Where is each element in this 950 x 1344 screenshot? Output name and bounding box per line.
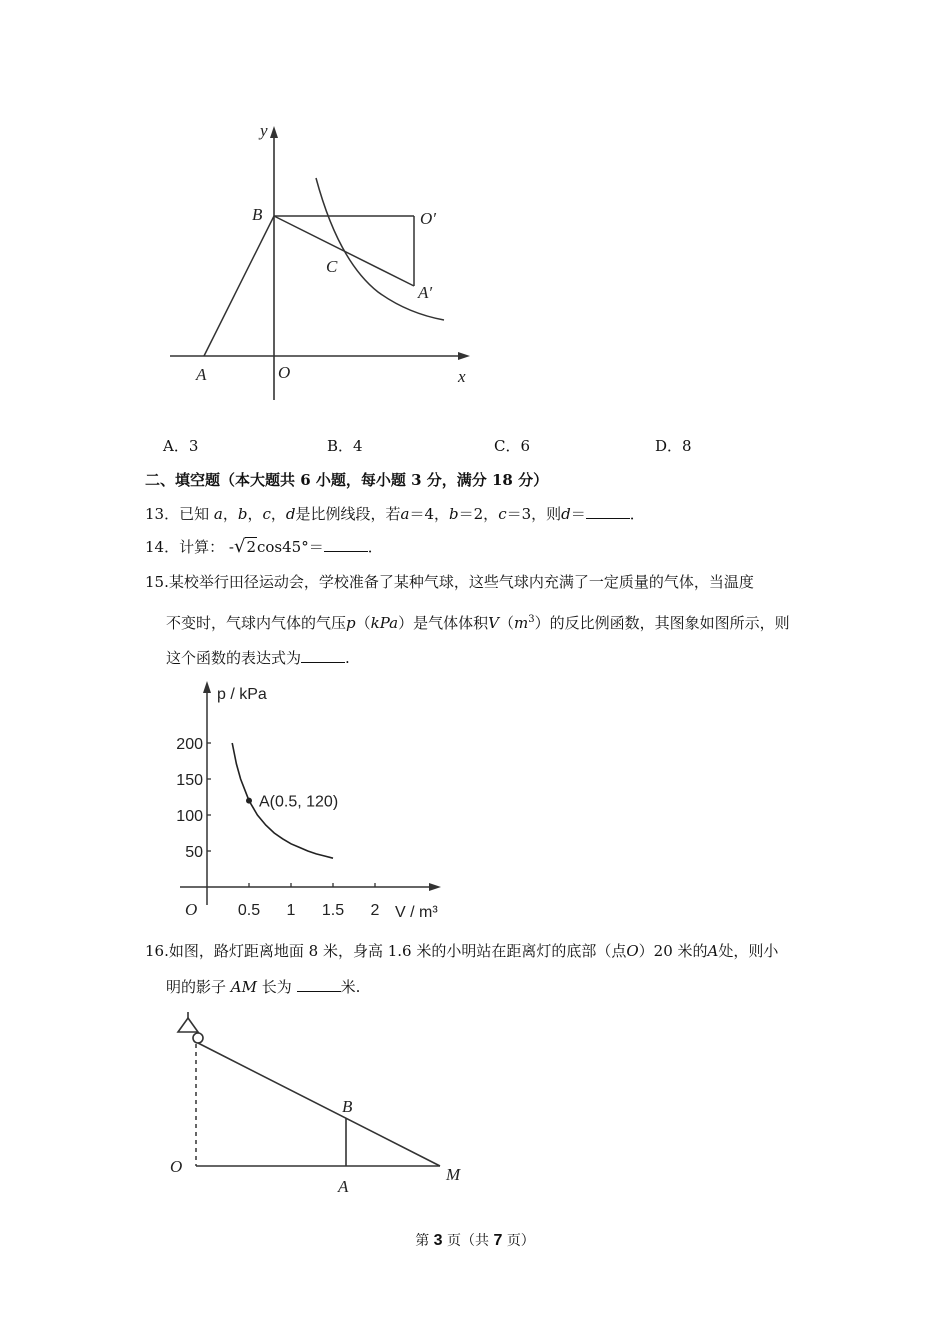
sqrt-expression bbox=[234, 537, 257, 557]
x-tick-label: 1.5 bbox=[321, 902, 345, 919]
page-footer bbox=[0, 1230, 950, 1250]
option-letter: B． bbox=[327, 437, 354, 455]
footer-mid: 页（共 bbox=[447, 1233, 489, 1249]
figure-q16 bbox=[160, 1010, 490, 1200]
q15-end: . bbox=[345, 649, 350, 667]
q15-text: 不变时，气球内气体的气压 bbox=[166, 614, 347, 632]
y-axis-arrow bbox=[270, 126, 278, 138]
x-tick-label: 0.5 bbox=[237, 902, 261, 919]
label-A: A bbox=[196, 365, 207, 384]
var-a: a bbox=[213, 505, 223, 523]
option-B bbox=[327, 436, 363, 456]
label-y: y bbox=[260, 121, 268, 140]
q13-sep: ， bbox=[247, 505, 263, 523]
chart-origin-label: O bbox=[185, 900, 198, 919]
var-a: a bbox=[400, 505, 410, 523]
label-O-prime: O′ bbox=[420, 209, 436, 228]
var-V: V bbox=[488, 614, 499, 632]
footer-pre: 第 bbox=[415, 1233, 430, 1249]
chart-x-axis-label: V / m³ bbox=[395, 904, 438, 921]
chart-y-axis-arrow bbox=[203, 681, 211, 693]
label-A-prime: A′ bbox=[418, 283, 433, 302]
question-14 bbox=[145, 537, 383, 557]
q13-sep: ， bbox=[222, 505, 238, 523]
chart-point-label: A(0.5, 120) bbox=[259, 793, 339, 811]
label-A: A bbox=[338, 1177, 349, 1196]
chart-x-axis-arrow bbox=[429, 883, 441, 891]
x-axis-arrow bbox=[458, 352, 470, 360]
unit-kpa: kPa bbox=[370, 614, 399, 632]
var-c: c bbox=[262, 505, 271, 523]
minus-sign: - bbox=[228, 538, 234, 556]
y-tick-label: 100 bbox=[176, 808, 203, 825]
question-15-line-2: 不变时，气球内气体的气压p（kPa）是气体体积$V(m^3)$的反比例函数，其图象如图所示，则 bbox=[166, 614, 790, 632]
q14-post: cos45°＝ bbox=[257, 538, 324, 556]
option-value: 3 bbox=[188, 437, 199, 455]
var-b: b bbox=[237, 505, 248, 523]
q16-text: 明的影子 bbox=[166, 978, 227, 996]
q15-text: 这个函数的表达式为 bbox=[166, 649, 302, 667]
figure-q12 bbox=[160, 120, 490, 420]
footer-post: 页） bbox=[506, 1233, 535, 1249]
option-D bbox=[655, 436, 692, 456]
q16-text: 处，则小 bbox=[718, 942, 779, 960]
footer-page-number: 3 bbox=[433, 1232, 443, 1249]
var-O: O bbox=[626, 942, 639, 960]
answer-blank[interactable] bbox=[301, 648, 345, 663]
label-C: C bbox=[326, 257, 338, 276]
label-B: B bbox=[342, 1097, 353, 1116]
option-letter: D． bbox=[655, 437, 683, 455]
x-tick-label: 2 bbox=[370, 902, 380, 919]
answer-blank[interactable] bbox=[297, 977, 341, 992]
var-d: d bbox=[285, 505, 296, 523]
q15-text: 是气体体积 bbox=[413, 614, 489, 632]
option-C bbox=[494, 436, 530, 456]
var-AM: AM bbox=[230, 978, 257, 996]
option-value: 4 bbox=[353, 437, 363, 455]
q14-end: ． bbox=[367, 538, 383, 556]
question-15-line-1 bbox=[145, 572, 754, 592]
label-M: M bbox=[446, 1165, 461, 1184]
q15-text: 某校举行田径运动会，学校准备了某种气球，这些气球内充满了一定质量的气体，当温度 bbox=[168, 573, 754, 591]
q15-text: 的反比例函数，其图象如图所示，则 bbox=[549, 614, 790, 632]
question-13 bbox=[145, 504, 645, 524]
question-16-line-1 bbox=[145, 941, 778, 961]
x-tick-label: 1 bbox=[286, 902, 296, 919]
y-tick-label: 150 bbox=[176, 772, 203, 789]
question-15-line-3 bbox=[166, 648, 350, 668]
answer-blank[interactable] bbox=[586, 504, 630, 519]
q16-text: 长为 bbox=[261, 978, 292, 996]
chart-point-A bbox=[246, 798, 252, 804]
q13-eq: ＝3，则 bbox=[506, 505, 562, 523]
option-A bbox=[163, 436, 198, 456]
q13-pre: 已知 bbox=[179, 505, 210, 523]
q14-pre: 计算： bbox=[179, 538, 225, 556]
question-number: 15. bbox=[145, 573, 169, 591]
question-number: 16. bbox=[145, 942, 169, 960]
y-tick-label: 50 bbox=[185, 844, 203, 861]
option-letter: C． bbox=[494, 437, 521, 455]
q16-text: 米. bbox=[340, 978, 361, 996]
option-letter: A． bbox=[163, 437, 189, 455]
label-O: O bbox=[170, 1157, 183, 1176]
unit-m: m bbox=[513, 614, 529, 632]
var-A: A bbox=[707, 942, 719, 960]
radical-sign: √ bbox=[233, 536, 246, 557]
label-x: x bbox=[458, 367, 466, 386]
option-value: 8 bbox=[682, 437, 692, 455]
q16-text: ）20 米的 bbox=[638, 942, 708, 960]
radicand: 2 bbox=[246, 538, 256, 556]
label-B: B bbox=[252, 205, 263, 224]
y-tick-label: 200 bbox=[176, 736, 203, 753]
var-p: p bbox=[346, 614, 356, 632]
segment-AB bbox=[204, 216, 274, 356]
exponent: 3 bbox=[528, 614, 535, 625]
lamp-icon bbox=[178, 1012, 203, 1043]
q13-mid: 是比例线段，若 bbox=[295, 505, 401, 523]
question-number: 13． bbox=[145, 505, 180, 523]
q13-eq: ＝4， bbox=[409, 505, 450, 523]
option-value: 6 bbox=[520, 437, 531, 455]
q13-eq: ＝2， bbox=[458, 505, 499, 523]
q13-eq: ＝ bbox=[570, 505, 586, 523]
var-c: c bbox=[498, 505, 507, 523]
chart-y-axis-label: p / kPa bbox=[217, 686, 267, 703]
question-16-line-2 bbox=[166, 977, 360, 997]
var-d: d bbox=[561, 505, 571, 523]
section-heading: 二、填空题（本大题共 6 小题，每小题 3 分，满分 18 分） bbox=[145, 471, 549, 489]
footer-total-pages: 7 bbox=[493, 1232, 503, 1249]
answer-blank[interactable] bbox=[324, 537, 368, 552]
q13-sep: ， bbox=[270, 505, 286, 523]
label-O: O bbox=[278, 363, 291, 382]
figure-q15-chart bbox=[165, 675, 455, 925]
q13-end: ． bbox=[629, 505, 645, 523]
var-b: b bbox=[449, 505, 459, 523]
q16-text: 如图，路灯距离地面 8 米，身高 1.6 米的小明站在距离灯的底部（点 bbox=[168, 942, 627, 960]
light-ray bbox=[198, 1043, 440, 1166]
question-number: 14． bbox=[145, 538, 180, 556]
